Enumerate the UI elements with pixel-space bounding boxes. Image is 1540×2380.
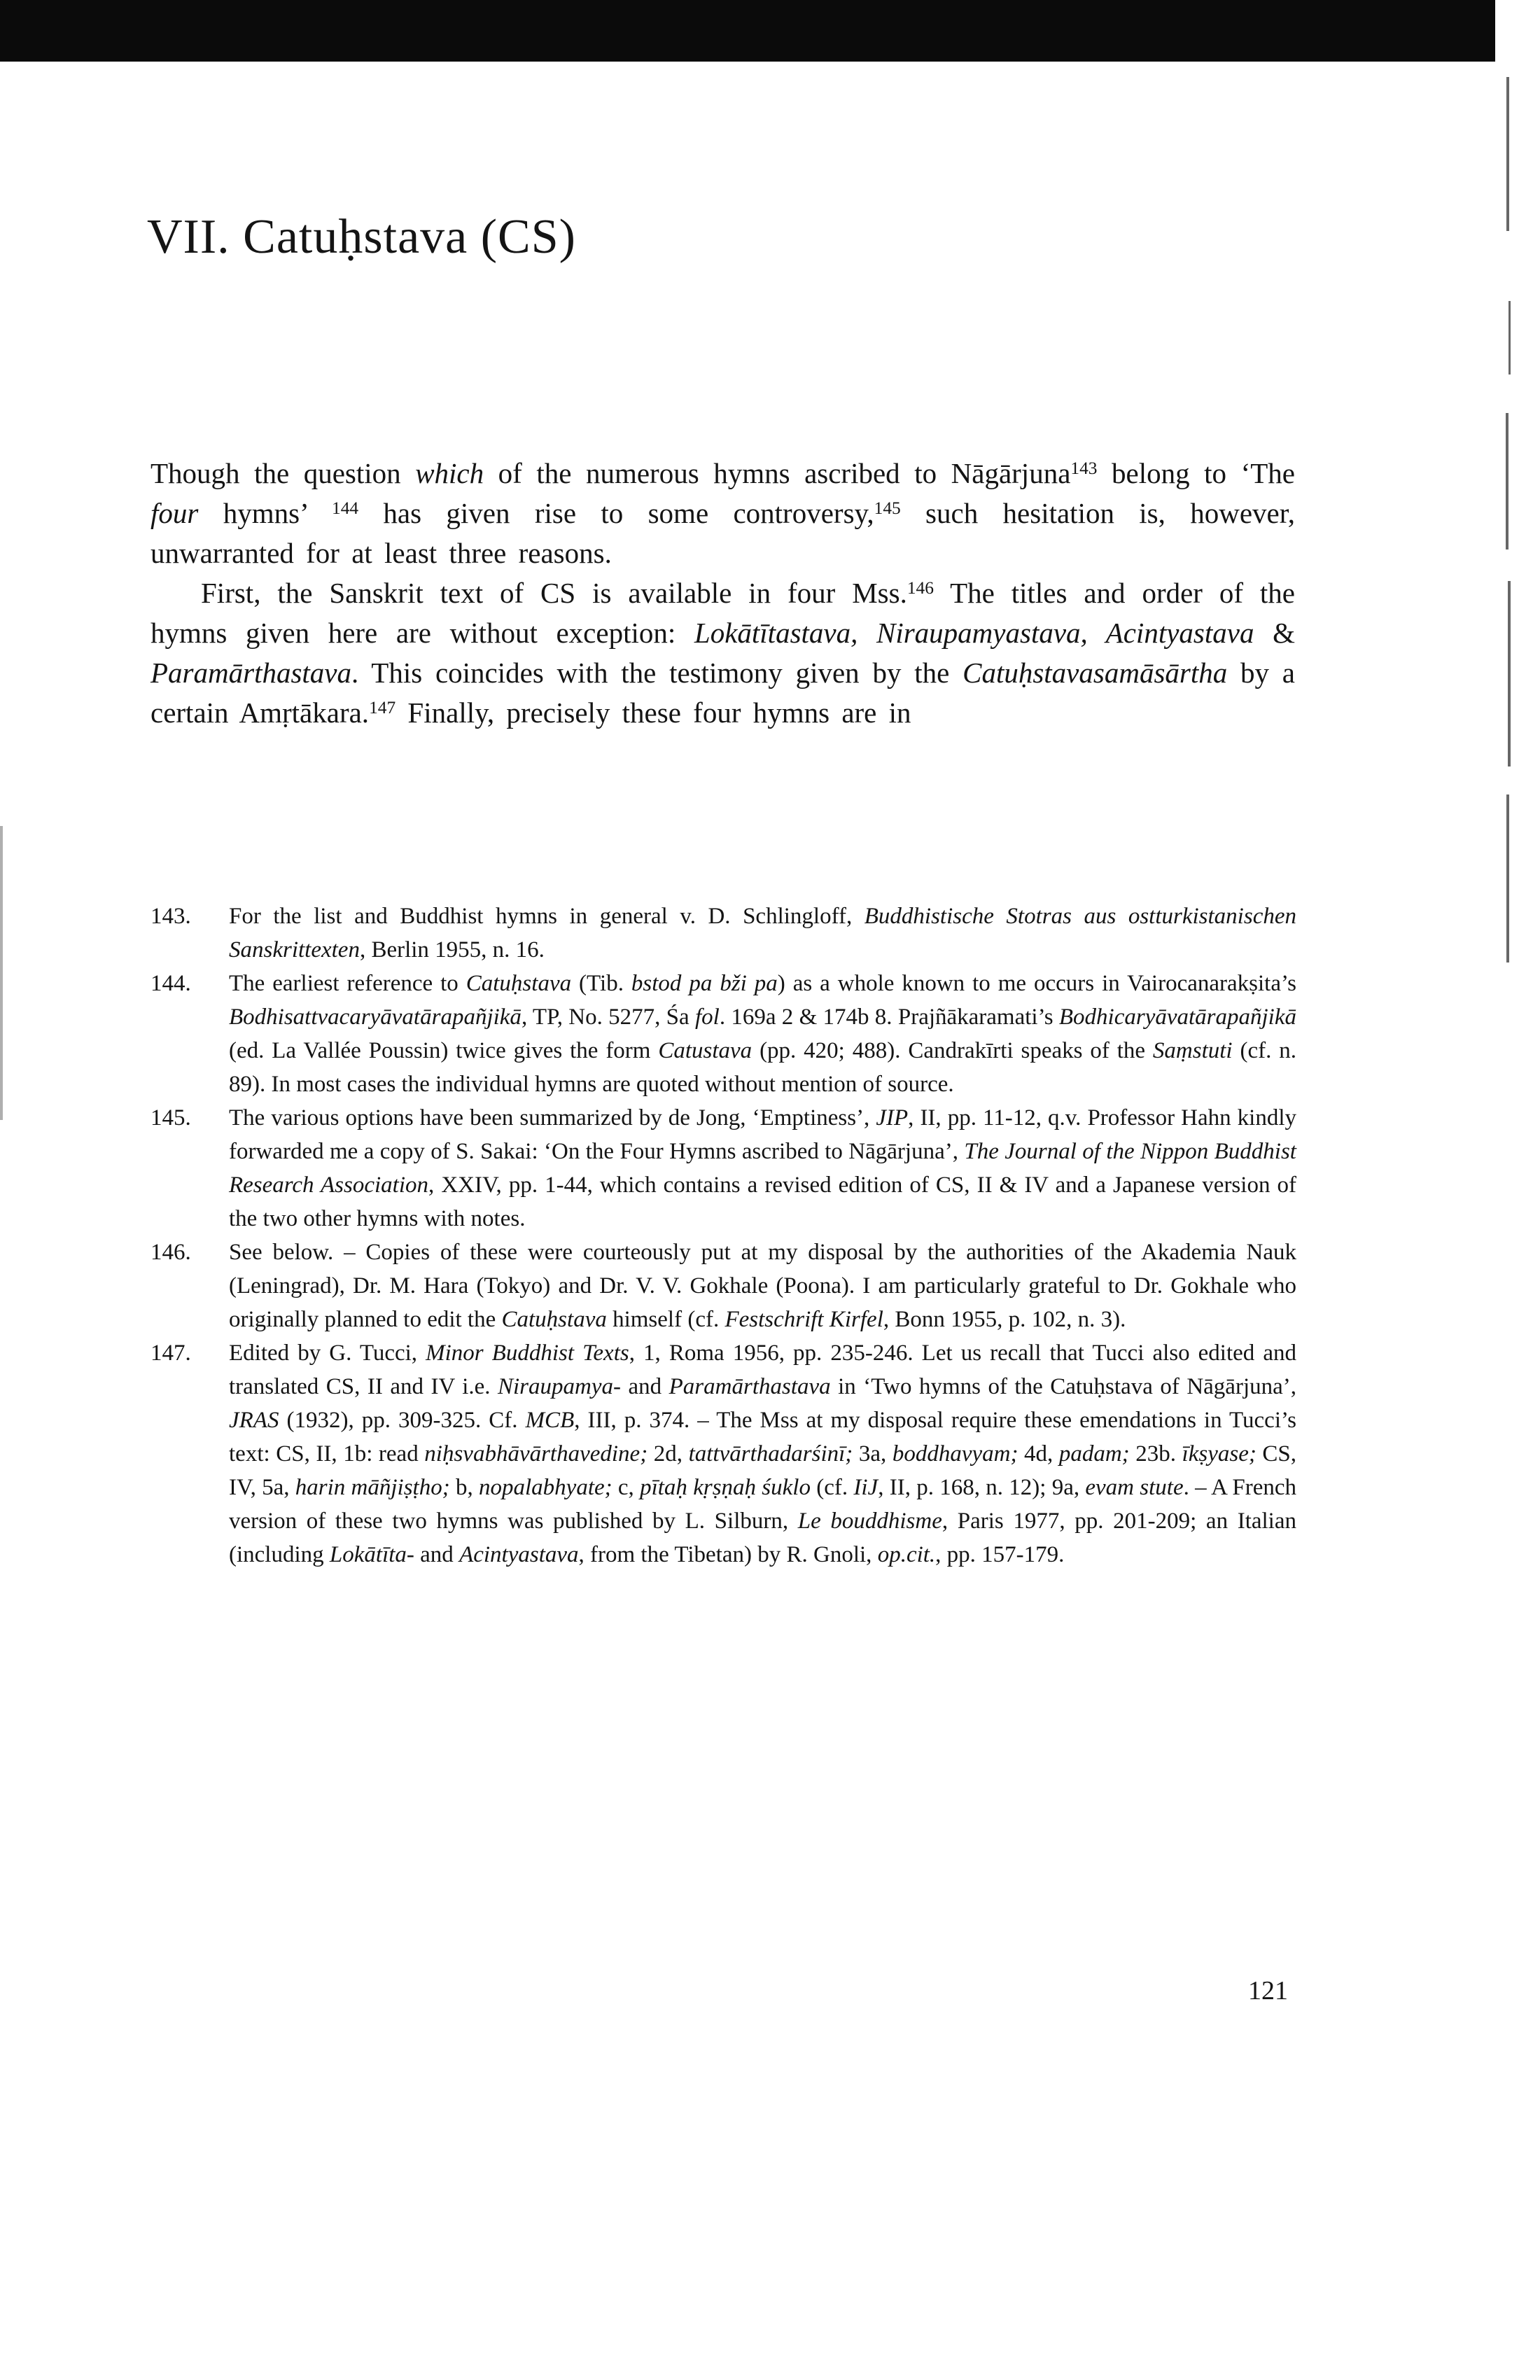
footnote-number: 146. xyxy=(150,1240,191,1265)
footnote-text: The various options have been summarized by de Jong, ‘Emptiness’, JIP, II, pp. 11-12, q.v. Professor Hahn kindly forwarded me a copy of S. Sakai: ‘On the Four Hymns ascribed to Nāgārjuna’, The Journal of the Nippon Buddhist Research Association, XXIV, pp. 1-44, which contains a revised edition of CS, II & IV and a Japanese version of the two other hymns with notes. xyxy=(229,1105,1296,1231)
footnote-text: The earliest reference to Catuḥstava (Tib. bstod pa bži pa) as a whole known to me occurs in Vairocanarakṣita’s Bodhisattvacaryāvatārapañjikā, TP, No. 5277, Śa fol. 169a 2 & 174b 8. Prajñākaramati’s Bodhicaryāvatārapañjikā (ed. La Vallée Poussin) twice gives the form Catustava (pp. 420; 488). Candrakīrti speaks of the Saṃstuti (cf. n. 89). In most cases the individual hymns are quoted without mention of source. xyxy=(229,971,1296,1097)
footnote-text: Edited by G. Tucci, Minor Buddhist Texts, 1, Roma 1956, pp. 235-246. Let us recall that Tucci also edited and translated CS, II and IV i.e. Niraupamya- and Paramārthastava in ‘Two hymns of the Catuḥstava of Nāgārjuna’, JRAS (1932), pp. 309-325. Cf. MCB, III, p. 374. – The Mss at my disposal require these emendations in Tucci’s text: CS, II, 1b: read niḥsvabhāvārthavedine; 2d, tattvārthadarśinī; 3a, boddhavyam; 4d, padam; 23b. īkṣyase; CS, IV, 5a, harin māñjiṣṭho; b, nopalabhyate; c, pītaḥ kṛṣṇaḥ śuklo (cf. IiJ, II, p. 168, n. 12); 9a, evam stute. – A French version of these two hymns was published by L. Silburn, Le bouddhisme, Paris 1977, pp. 201-209; an Italian (including Lokātīta- and Acintyastava, from the Tibetan) by R. Gnoli, op.cit., pp. 157-179. xyxy=(229,1340,1297,1567)
scan-artifact xyxy=(1508,581,1511,766)
footnote-number: 147. xyxy=(150,1340,191,1366)
paragraph: First, the Sanskrit text of CS is available in four Mss.$^{146}$ The titles and order of the hymns given here are without exception: Lokātītastava, Niraupamyastava, Acintyastava & Paramārthastava. This coincides with the testimony given by the Catuḥstavasamāsārtha by a certain Amṛtākara.$^{147}$ Finally, precisely these four hymns are in xyxy=(150,577,1295,729)
footnote-147 xyxy=(150,1336,1296,1572)
footnote-number: 144. xyxy=(150,971,191,996)
footnote-text: For the list and Buddhist hymns in general v. D. Schlingloff, Buddhistische Stotras aus ostturkistanischen Sanskrittexten, Berlin 1955, n. 16. xyxy=(229,904,1296,962)
page-number: 121 xyxy=(1248,1976,1288,2005)
footnote-143 xyxy=(150,899,1296,967)
scan-artifact xyxy=(1506,413,1508,550)
body-text xyxy=(150,454,1295,733)
paragraph: Though the question which of the numerous hymns ascribed to Nāgārjuna$^{143}$ belong to ‘The four hymns’ $^{144}$ has given rise to some controversy,$^{145}$ such hesitation is, however, unwarranted for at least three reasons. xyxy=(150,457,1295,569)
scan-artifact xyxy=(1506,794,1509,962)
footnote-number: 145. xyxy=(150,1105,191,1130)
scan-artifact xyxy=(1508,301,1511,374)
footnote-144 xyxy=(150,967,1296,1101)
chapter-title: VII. Catuḥstava (CS) xyxy=(147,209,576,264)
scan-artifact xyxy=(0,826,3,1120)
footnote-146 xyxy=(150,1236,1296,1336)
footnote-145 xyxy=(150,1101,1296,1236)
scan-artifact xyxy=(1506,77,1509,231)
footnote-number: 143. xyxy=(150,904,191,929)
scan-edge-bar xyxy=(0,0,1495,62)
footnote-text: See below. – Copies of these were courteously put at my disposal by the authorities of the Akademia Nauk (Leningrad), Dr. M. Hara (Tokyo) and Dr. V. V. Gokhale (Poona). I am particularly grateful to Dr. Gokhale who originally planned to edit the Catuḥstava himself (cf. Festschrift Kirfel, Bonn 1955, p. 102, n. 3). xyxy=(229,1240,1296,1332)
footnotes-section xyxy=(150,899,1296,1572)
